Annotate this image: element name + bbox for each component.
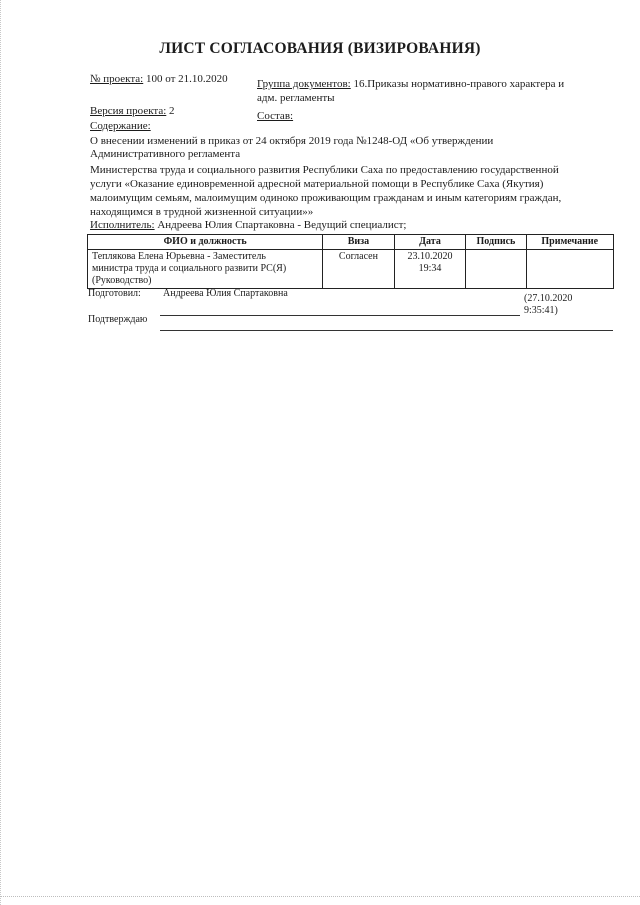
scan-edge-bottom [0,896,640,897]
fio-line: (Руководство) [92,275,152,286]
content-line: О внесении изменений в приказ от 24 октября 2019 года №1248-ОД «Об утверждении [90,135,494,147]
content-line: находящимся в трудной жизненной ситуации»» [90,206,314,218]
content-line: Министерства труда и социального развития Республики Саха по предоставлению государственной [90,164,559,176]
prepared-label: Подготовил: [88,288,141,299]
content-label: Содержание: [90,120,151,132]
approval-table [87,234,614,289]
composition-label: Состав: [257,110,294,122]
project-number-value: 100 от 21.10.2020 [145,73,228,85]
table-header-row [88,235,614,250]
project-number-label: № проекта: [90,73,144,85]
time-line: 19:34 [418,263,442,274]
fio-line: министра труда и социального развити РС(Я) [92,263,287,274]
header-date: Дата [394,235,466,250]
prepared-time: 9:35:41) [524,305,558,316]
project-version [90,105,175,118]
doc-group-value-line-2: адм. регламенты [257,92,335,104]
prepared-date: (27.10.2020 [524,293,573,304]
header-signature: Подпись [466,235,526,250]
content-line: услуги «Оказание единовременной адресной материальной помощи в Республике Саха (Якутия) [90,178,544,190]
confirm-signature-line [160,330,613,331]
cell-note [526,250,614,289]
date-line: 23.10.2020 [407,251,453,262]
executor-label: Исполнитель: [90,219,155,231]
cell-visa: Согласен [323,250,394,289]
table-row [88,250,614,289]
content-line: малоимущим семьям, малоимущим одиноко проживающим гражданам и иным категориям граждан, [90,192,562,204]
cell-date [394,250,466,289]
version-value: 2 [169,105,175,117]
fio-line: Теплякова Елена Юрьевна - Заместитель [92,251,266,262]
prepared-value: Андреева Юлия Спартаковна [163,288,288,299]
content-line: Административного регламента [90,148,241,160]
header-visa: Виза [323,235,394,250]
scan-edge-left [0,0,4,905]
page-title: ЛИСТ СОГЛАСОВАНИЯ (ВИЗИРОВАНИЯ) [159,40,481,57]
project-number [90,73,228,86]
doc-group [257,78,564,91]
header-note: Примечание [526,235,614,250]
executor-value: Андреева Юлия Спартаковна - Ведущий специалист; [157,219,407,231]
prepared-signature-line [160,315,520,316]
doc-group-value-line-1: 16.Приказы нормативно-правого характера и [353,78,565,90]
header-fio: ФИО и должность [88,235,323,250]
executor [90,219,406,232]
doc-group-label: Группа документов: [257,78,351,90]
confirm-label: Подтверждаю [88,314,148,325]
cell-signature [466,250,526,289]
version-label: Версия проекта: [90,105,167,117]
cell-fio [88,250,323,289]
